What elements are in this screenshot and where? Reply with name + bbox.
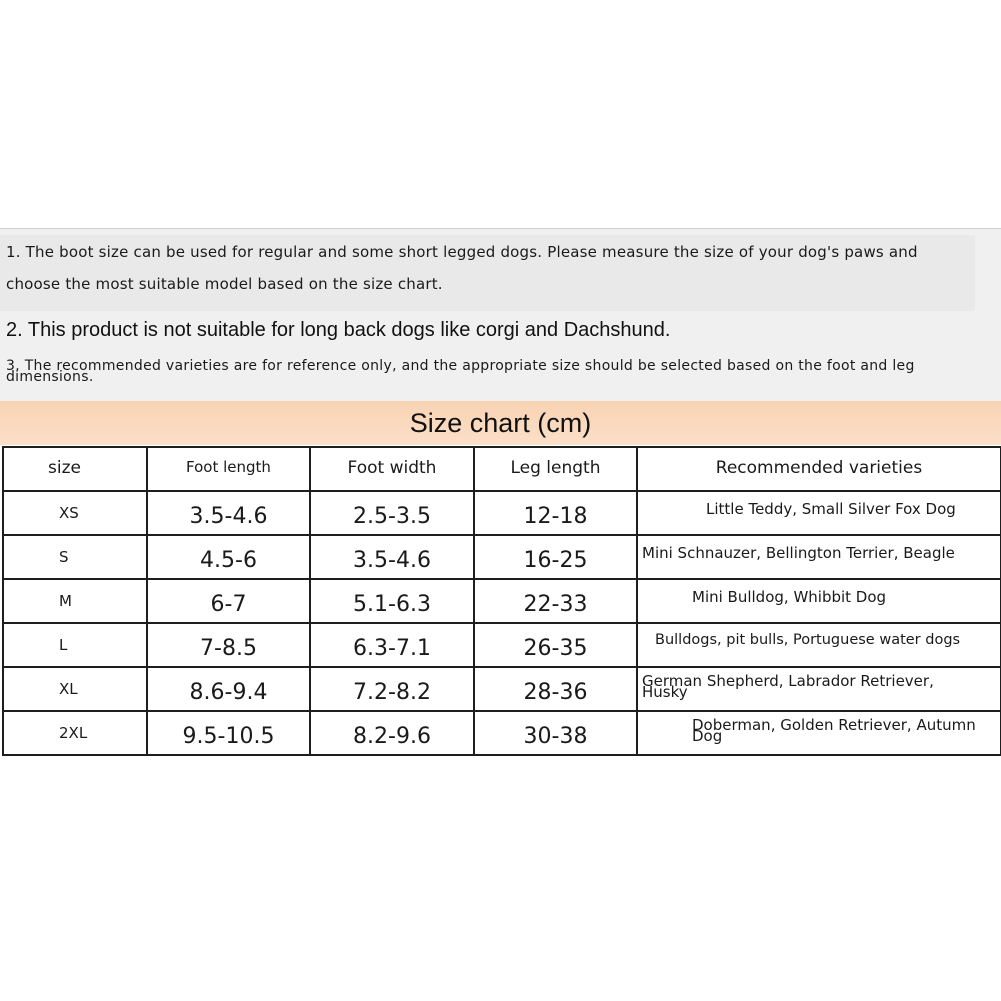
table-row bbox=[3, 535, 1001, 579]
size-cell: XS bbox=[3, 491, 147, 535]
header-recommended-varieties: Recommended varieties bbox=[637, 447, 1001, 491]
varieties-cell: Mini Schnauzer, Bellington Terrier, Beagle bbox=[637, 535, 1001, 579]
header-foot-length: Foot length bbox=[147, 447, 310, 491]
foot-length-cell: 8.6-9.4 bbox=[147, 667, 310, 711]
varieties-cell bbox=[637, 711, 1001, 755]
notes-panel bbox=[0, 228, 1001, 401]
foot-width-cell: 8.2-9.6 bbox=[310, 711, 474, 755]
foot-width-cell: 6.3-7.1 bbox=[310, 623, 474, 667]
leg-length-cell: 28-36 bbox=[474, 667, 637, 711]
varieties-cell: Bulldogs, pit bulls, Portuguese water dogs bbox=[637, 623, 1001, 667]
leg-length-cell: 12-18 bbox=[474, 491, 637, 535]
foot-length-cell: 3.5-4.6 bbox=[147, 491, 310, 535]
foot-width-cell: 3.5-4.6 bbox=[310, 535, 474, 579]
leg-length-cell: 26-35 bbox=[474, 623, 637, 667]
varieties-cell: Little Teddy, Small Silver Fox Dog bbox=[637, 491, 1001, 535]
size-chart-title: Size chart (cm) bbox=[0, 401, 1001, 445]
foot-width-cell: 7.2-8.2 bbox=[310, 667, 474, 711]
table-row bbox=[3, 491, 1001, 535]
varieties-cell bbox=[637, 667, 1001, 711]
foot-length-cell: 9.5-10.5 bbox=[147, 711, 310, 755]
header-foot-width: Foot width bbox=[310, 447, 474, 491]
table-row bbox=[3, 711, 1001, 755]
header-size: size bbox=[3, 447, 147, 491]
note-1-line-2: choose the most suitable model based on the size chart. bbox=[6, 275, 443, 293]
foot-length-cell: 4.5-6 bbox=[147, 535, 310, 579]
foot-length-cell: 7-8.5 bbox=[147, 623, 310, 667]
leg-length-cell: 22-33 bbox=[474, 579, 637, 623]
foot-length-cell: 6-7 bbox=[147, 579, 310, 623]
foot-width-cell: 5.1-6.3 bbox=[310, 579, 474, 623]
table-row bbox=[3, 667, 1001, 711]
note-2: 2. This product is not suitable for long back dogs like corgi and Dachshund. bbox=[6, 319, 671, 341]
note-1-line-1: 1. The boot size can be used for regular and some short legged dogs. Please measure the size of your dog's paws and bbox=[6, 243, 918, 261]
size-cell: L bbox=[3, 623, 147, 667]
note-3: 3. The recommended varieties are for reference only, and the appropriate size should be selected based on the foot and leg dimensions. bbox=[6, 358, 915, 385]
table-row bbox=[3, 579, 1001, 623]
header-leg-length: Leg length bbox=[474, 447, 637, 491]
leg-length-cell: 30-38 bbox=[474, 711, 637, 755]
varieties-cell: Mini Bulldog, Whibbit Dog bbox=[637, 579, 1001, 623]
size-cell: M bbox=[3, 579, 147, 623]
varieties-text: German Shepherd, Labrador Retriever, Husky bbox=[642, 672, 934, 701]
table-row bbox=[3, 623, 1001, 667]
leg-length-cell: 16-25 bbox=[474, 535, 637, 579]
table-header-row bbox=[3, 447, 1001, 491]
size-cell: 2XL bbox=[3, 711, 147, 755]
size-cell: XL bbox=[3, 667, 147, 711]
size-table bbox=[2, 446, 1001, 756]
size-cell: S bbox=[3, 535, 147, 579]
varieties-text: Doberman, Golden Retriever, Autumn Dog bbox=[692, 716, 976, 745]
foot-width-cell: 2.5-3.5 bbox=[310, 491, 474, 535]
